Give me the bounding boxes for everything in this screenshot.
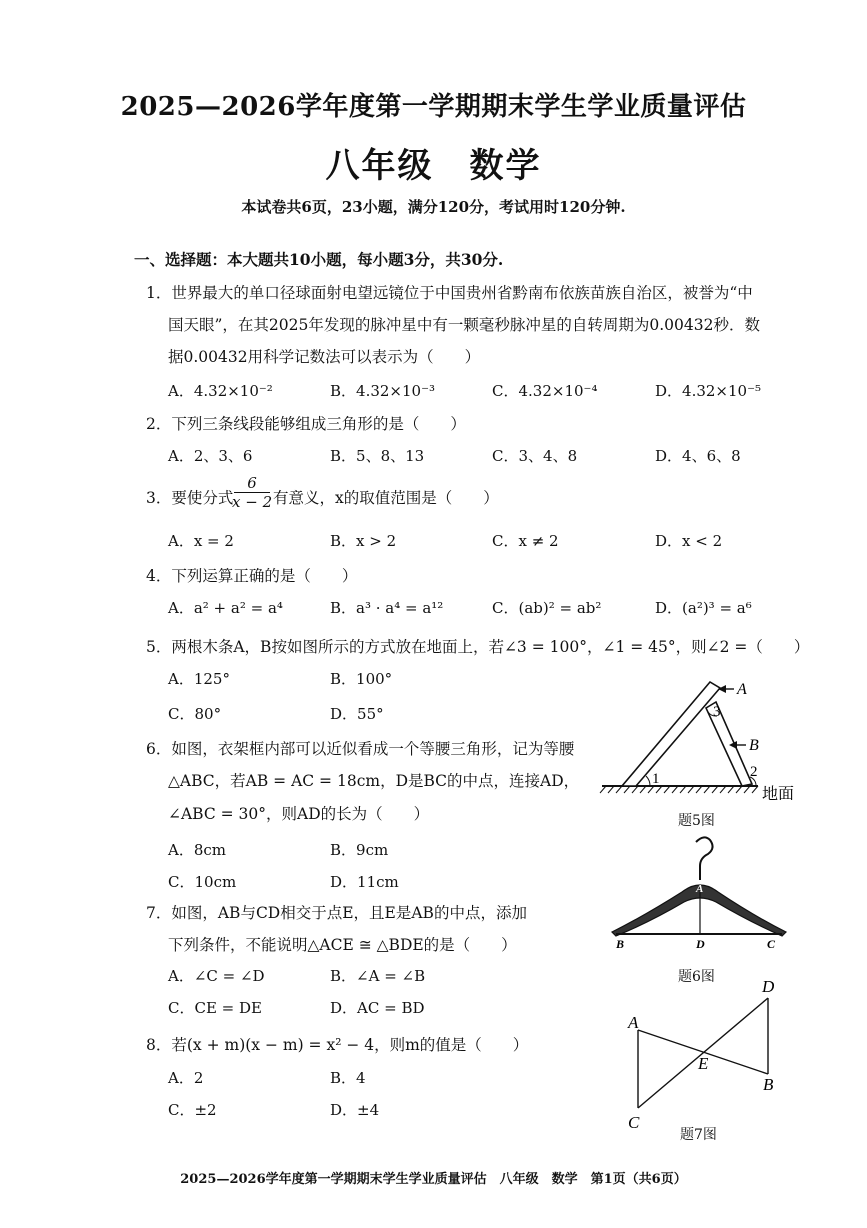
q5-option-c: C．80° (168, 705, 222, 723)
q5-stem: 5．两根木条A，B按如图所示的方式放在地面上，若∠3 = 100°，∠1 = 45°，则∠2 =（ ） (146, 638, 810, 656)
fig5-label-b: B (749, 737, 759, 754)
q6-line3: ∠ABC = 30°，则AD的长为（ ） (168, 805, 430, 823)
fig5-label-3: 3 (713, 704, 721, 720)
fig7-label-b: B (763, 1075, 774, 1094)
q3-option-d: D．x < 2 (655, 532, 723, 550)
q8-option-c: C．±2 (168, 1101, 217, 1119)
q7-option-c: C．CE = DE (168, 999, 262, 1017)
q1-option-d: D．4.32×10⁻⁵ (655, 382, 762, 400)
page-footer: 2025—2026学年度第一学期期末学生学业质量评估 八年级 数学 第1页（共6页） (180, 1172, 687, 1187)
exam-subject: 八年级 数学 (325, 146, 542, 186)
q1-option-c: C．4.32×10⁻⁴ (492, 382, 598, 400)
q2-option-c: C．3、4、8 (492, 447, 578, 465)
q6-option-a: A．8cm (168, 841, 227, 859)
q5-option-d: D．55° (330, 705, 384, 723)
fig6-label-c: C (767, 937, 776, 951)
q3-stem-before: 3．要使分式 (146, 489, 234, 507)
q2-stem: 2．下列三条线段能够组成三角形的是（ ） (146, 415, 466, 433)
q2-option-a: A．2、3、6 (168, 447, 253, 465)
q3-option-a: A．x = 2 (168, 532, 234, 550)
q1-option-a: A．4.32×10⁻² (168, 382, 273, 400)
figure-6 (604, 836, 794, 956)
q6-option-d: D．11cm (330, 873, 399, 891)
exam-title: 2025—2026学年度第一学期期末学生学业质量评估 (120, 92, 747, 122)
q1-option-b: B．4.32×10⁻³ (330, 382, 436, 400)
fig7-label-d: D (762, 977, 775, 996)
q4-option-d: D．(a²)³ = a⁶ (655, 599, 752, 617)
q7-line2: 下列条件，不能说明△ACE ≅ △BDE的是（ ） (168, 936, 517, 954)
q8-option-d: D．±4 (330, 1101, 380, 1119)
q6-option-c: C．10cm (168, 873, 237, 891)
q8-option-b: B．4 (330, 1069, 366, 1087)
fig6-label-b: B (616, 937, 625, 951)
q3-fraction (232, 474, 272, 511)
q3-option-b: B．x > 2 (330, 532, 397, 550)
fig5-label-1: 1 (652, 771, 660, 787)
section-heading: 一、选择题：本大题共10小题，每小题3分，共30分. (134, 250, 504, 269)
q7-option-d: D．AC = BD (330, 999, 425, 1017)
fig6-label-d: D (696, 937, 705, 951)
q4-option-c: C．(ab)² = ab² (492, 599, 602, 617)
q5-option-a: A．125° (168, 670, 230, 688)
exam-info: 本试卷共6页，23小题，满分120分，考试用时120分钟. (241, 198, 626, 216)
q6-option-b: B．9cm (330, 841, 389, 859)
q1-line1: 1．世界最大的单口径球面射电望远镜位于中国贵州省黔南布依族苗族自治区，被誉为“中 (146, 284, 753, 302)
q3-stem-after: 有意义，x的取值范围是（ ） (273, 489, 499, 507)
fig6-label-a: A (696, 883, 704, 895)
fig5-label-ground: 地面 (762, 784, 795, 800)
q5-option-b: B．100° (330, 670, 393, 688)
q3-fraction-numerator: 6 (247, 474, 257, 492)
fig7-label-a: A (628, 1013, 639, 1032)
q1-line2: 国天眼”，在其2025年发现的脉冲星中有一颗毫秒脉冲星的自转周期为0.00432秒．数 (168, 316, 760, 334)
q4-option-b: B．a³ · a⁴ = a¹² (330, 599, 444, 617)
figure-5 (596, 672, 806, 800)
fig5-label-2: 2 (750, 764, 758, 780)
q3-option-c: C．x ≠ 2 (492, 532, 559, 550)
q3-fraction-denominator: x − 2 (232, 493, 273, 511)
fig6-caption: 题6图 (678, 969, 715, 985)
fig7-caption: 题7图 (680, 1127, 717, 1143)
q8-stem: 8．若(x + m)(x − m) = x² − 4，则m的值是（ ） (146, 1036, 529, 1054)
q4-option-a: A．a² + a² = a⁴ (168, 599, 283, 617)
q6-line1: 6．如图，衣架框内部可以近似看成一个等腰三角形，记为等腰 (146, 740, 575, 758)
fig7-label-c: C (628, 1113, 640, 1132)
q7-option-b: B．∠A = ∠B (330, 967, 426, 985)
fig5-label-a: A (737, 681, 747, 698)
q7-line1: 7．如图，AB与CD相交于点E，且E是AB的中点，添加 (146, 904, 527, 922)
q2-option-b: B．5、8、13 (330, 447, 425, 465)
q6-line2: △ABC，若AB = AC = 18cm，D是BC的中点，连接AD， (168, 772, 580, 790)
fig7-label-e: E (698, 1054, 709, 1073)
q4-stem: 4．下列运算正确的是（ ） (146, 567, 358, 585)
q7-option-a: A．∠C = ∠D (168, 967, 265, 985)
figure-7 (620, 972, 790, 1132)
fig5-caption: 题5图 (678, 813, 715, 829)
q1-line3: 据0.00432用科学记数法可以表示为（ ） (168, 348, 481, 366)
q8-option-a: A．2 (168, 1069, 204, 1087)
q2-option-d: D．4、6、8 (655, 447, 741, 465)
